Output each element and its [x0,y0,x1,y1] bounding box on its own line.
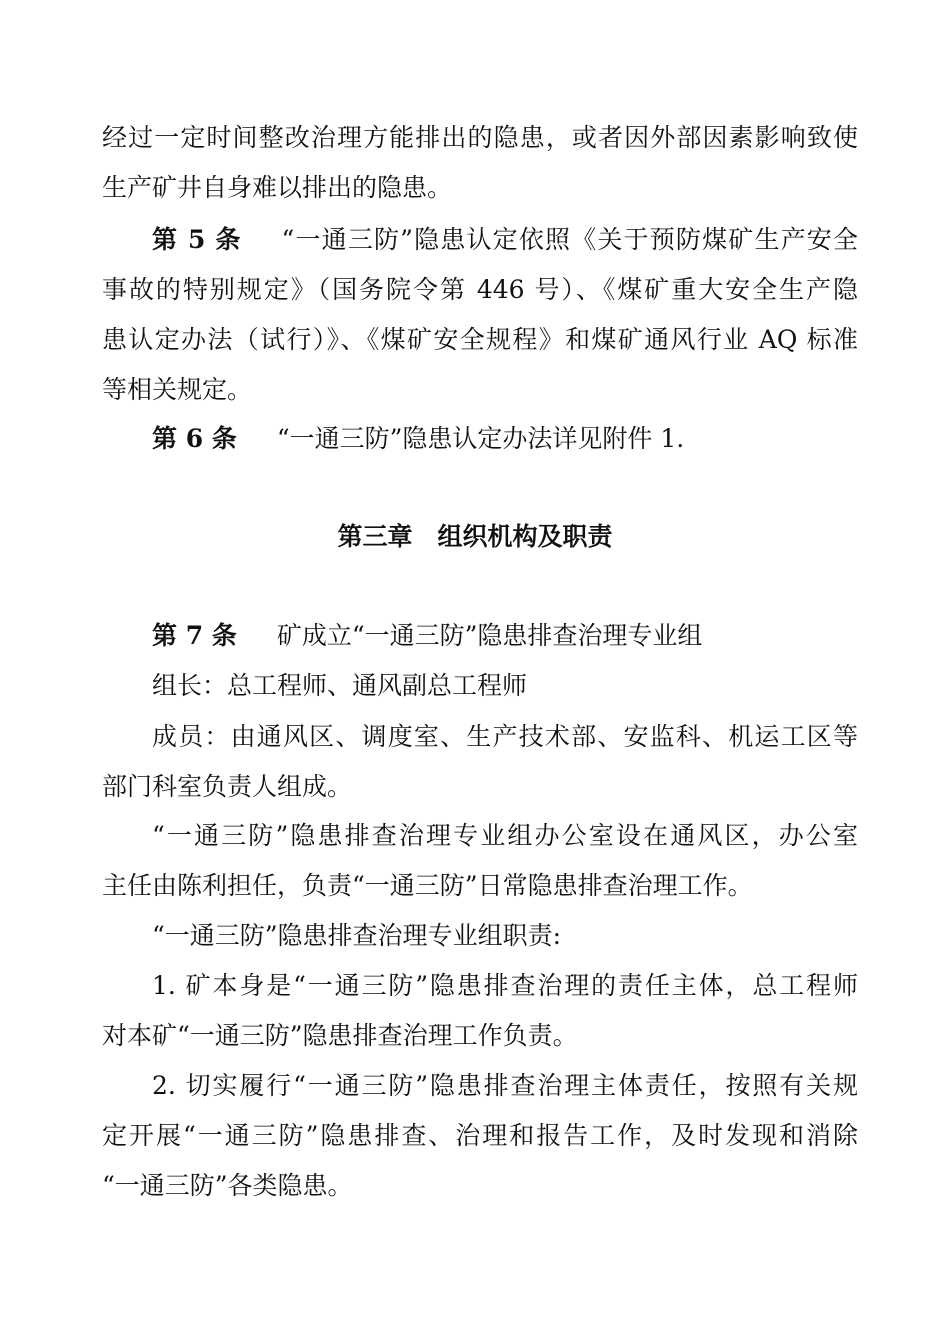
article-6-line [152,424,858,454]
article-6-label: 第 6 条 [152,424,237,453]
paragraph-line: “一通三防”各类隐患。 [102,1171,353,1200]
paragraph-line: 事故的特别规定》（国务院令第 446 号）、《煤矿重大安全生产隐 [102,275,858,304]
article-7-text: 矿成立“一通三防”隐患排查治理专业组 [276,621,703,650]
article-7-line [152,621,858,651]
paragraph-line: 经过一定时间整改治理方能排出的隐患，或者因外部因素影响致使 [102,123,858,152]
article-5-label: 第 5 条 [152,225,242,254]
paragraph-line: 患认定办法（试行）》、《煤矿安全规程》和煤矿通风行业 AQ 标准 [102,325,858,354]
duty-2-line: 2. 切实履行“一通三防”隐患排查治理主体责任，按照有关规 [152,1071,858,1100]
article-5-line [152,225,858,255]
leader-line: 组长：总工程师、通风副总工程师 [152,671,528,700]
paragraph-line: 对本矿“一通三防”隐患排查治理工作负责。 [102,1021,578,1050]
members-line: 成员：由通风区、调度室、生产技术部、安监科、机运工区等 [152,722,858,751]
article-6-text: “一通三防”隐患认定办法详见附件 1. [276,424,685,453]
article-7-label: 第 7 条 [152,621,237,650]
paragraph-line: 生产矿井自身难以排出的隐患。 [102,173,453,202]
paragraph-line: 等相关规定。 [102,375,253,404]
office-line: “一通三防”隐患排查治理专业组办公室设在通风区，办公室 [152,821,858,850]
duty-1-line: 1. 矿本身是“一通三防”隐患排查治理的责任主体，总工程师 [152,971,858,1000]
article-5-text: “一通三防”隐患认定依照《关于预防煤矿生产安全 [281,225,858,254]
paragraph-line: 部门科室负责人组成。 [102,772,353,801]
chapter-title: 第三章 组织机构及职责 [337,522,613,551]
paragraph-line: 定开展“一通三防”隐患排查、治理和报告工作，及时发现和消除 [102,1121,858,1150]
duties-heading: “一通三防”隐患排查治理专业组职责: [152,921,561,950]
paragraph-line: 主任由陈利担任，负责“一通三防”日常隐患排查治理工作。 [102,871,753,900]
